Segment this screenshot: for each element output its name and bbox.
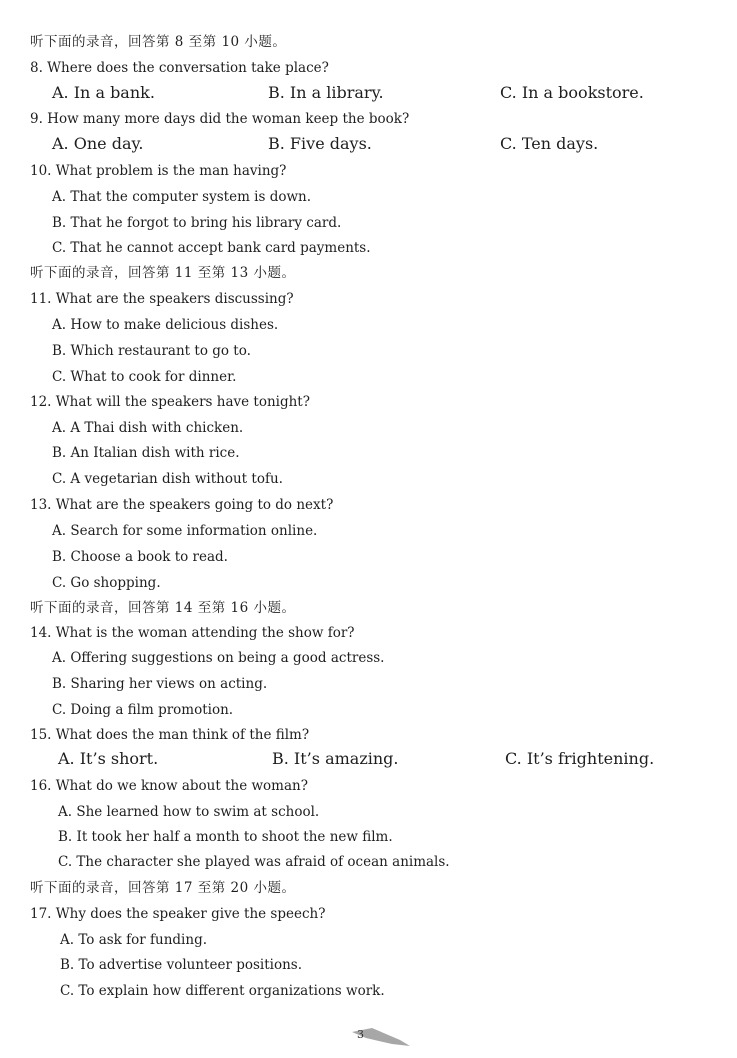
question-9-option-a: A. One day. bbox=[52, 134, 144, 153]
page-number: 3 bbox=[357, 1028, 364, 1041]
question-8-option-a: A. In a bank. bbox=[52, 83, 155, 102]
question-11-option-a: A. How to make delicious dishes. bbox=[52, 317, 279, 333]
question-17-option-b: B. To advertise volunteer positions. bbox=[60, 957, 302, 973]
section-heading-17-20: 听下面的录音，回答第 17 至第 20 小题。 bbox=[30, 880, 296, 896]
question-13: 13. What are the speakers going to do next? bbox=[30, 497, 334, 513]
question-8-option-c: C. In a bookstore. bbox=[500, 83, 644, 102]
page-number-smudge-icon bbox=[352, 1024, 412, 1048]
question-16-option-b: B. It took her half a month to shoot the new film. bbox=[58, 829, 393, 845]
question-12: 12. What will the speakers have tonight? bbox=[30, 394, 310, 410]
question-15-options bbox=[0, 749, 737, 771]
section-heading-8-10: 听下面的录音，回答第 8 至第 10 小题。 bbox=[30, 34, 287, 50]
question-9-option-c: C. Ten days. bbox=[500, 134, 599, 153]
question-15-option-b: B. It’s amazing. bbox=[272, 749, 399, 768]
page-number-mark bbox=[352, 1024, 412, 1048]
section-heading-14-16: 听下面的录音，回答第 14 至第 16 小题。 bbox=[30, 600, 296, 616]
question-13-option-c: C. Go shopping. bbox=[52, 575, 161, 591]
question-16-option-c: C. The character she played was afraid of ocean animals. bbox=[58, 854, 450, 870]
question-10-option-b: B. That he forgot to bring his library card. bbox=[52, 215, 342, 231]
question-11-option-b: B. Which restaurant to go to. bbox=[52, 343, 251, 359]
question-12-option-a: A. A Thai dish with chicken. bbox=[52, 420, 244, 436]
question-11-option-c: C. What to cook for dinner. bbox=[52, 369, 237, 385]
question-13-option-b: B. Choose a book to read. bbox=[52, 549, 228, 565]
question-14: 14. What is the woman attending the show for? bbox=[30, 625, 355, 641]
question-15: 15. What does the man think of the film? bbox=[30, 727, 310, 743]
question-8-option-b: B. In a library. bbox=[268, 83, 384, 102]
question-10: 10. What problem is the man having? bbox=[30, 163, 287, 179]
question-9-option-b: B. Five days. bbox=[268, 134, 372, 153]
question-11: 11. What are the speakers discussing? bbox=[30, 291, 294, 307]
question-15-option-c: C. It’s frightening. bbox=[505, 749, 655, 768]
question-16: 16. What do we know about the woman? bbox=[30, 778, 308, 794]
question-17-option-a: A. To ask for funding. bbox=[60, 932, 207, 948]
question-9: 9. How many more days did the woman keep the book? bbox=[30, 111, 410, 127]
question-12-option-c: C. A vegetarian dish without tofu. bbox=[52, 471, 283, 487]
question-13-option-a: A. Search for some information online. bbox=[52, 523, 318, 539]
question-8: 8. Where does the conversation take place? bbox=[30, 60, 329, 76]
question-12-option-b: B. An Italian dish with rice. bbox=[52, 445, 240, 461]
question-16-option-a: A. She learned how to swim at school. bbox=[58, 804, 320, 820]
question-10-option-c: C. That he cannot accept bank card payments. bbox=[52, 240, 371, 256]
question-10-option-a: A. That the computer system is down. bbox=[52, 189, 312, 205]
question-15-option-a: A. It’s short. bbox=[58, 749, 159, 768]
question-17: 17. Why does the speaker give the speech? bbox=[30, 906, 326, 922]
section-heading-11-13: 听下面的录音，回答第 11 至第 13 小题。 bbox=[30, 265, 296, 281]
question-14-option-a: A. Offering suggestions on being a good actress. bbox=[52, 650, 385, 666]
question-17-option-c: C. To explain how different organizations work. bbox=[60, 983, 385, 999]
question-8-options bbox=[0, 83, 737, 105]
question-14-option-c: C. Doing a film promotion. bbox=[52, 702, 234, 718]
question-9-options bbox=[0, 134, 737, 156]
question-14-option-b: B. Sharing her views on acting. bbox=[52, 676, 268, 692]
